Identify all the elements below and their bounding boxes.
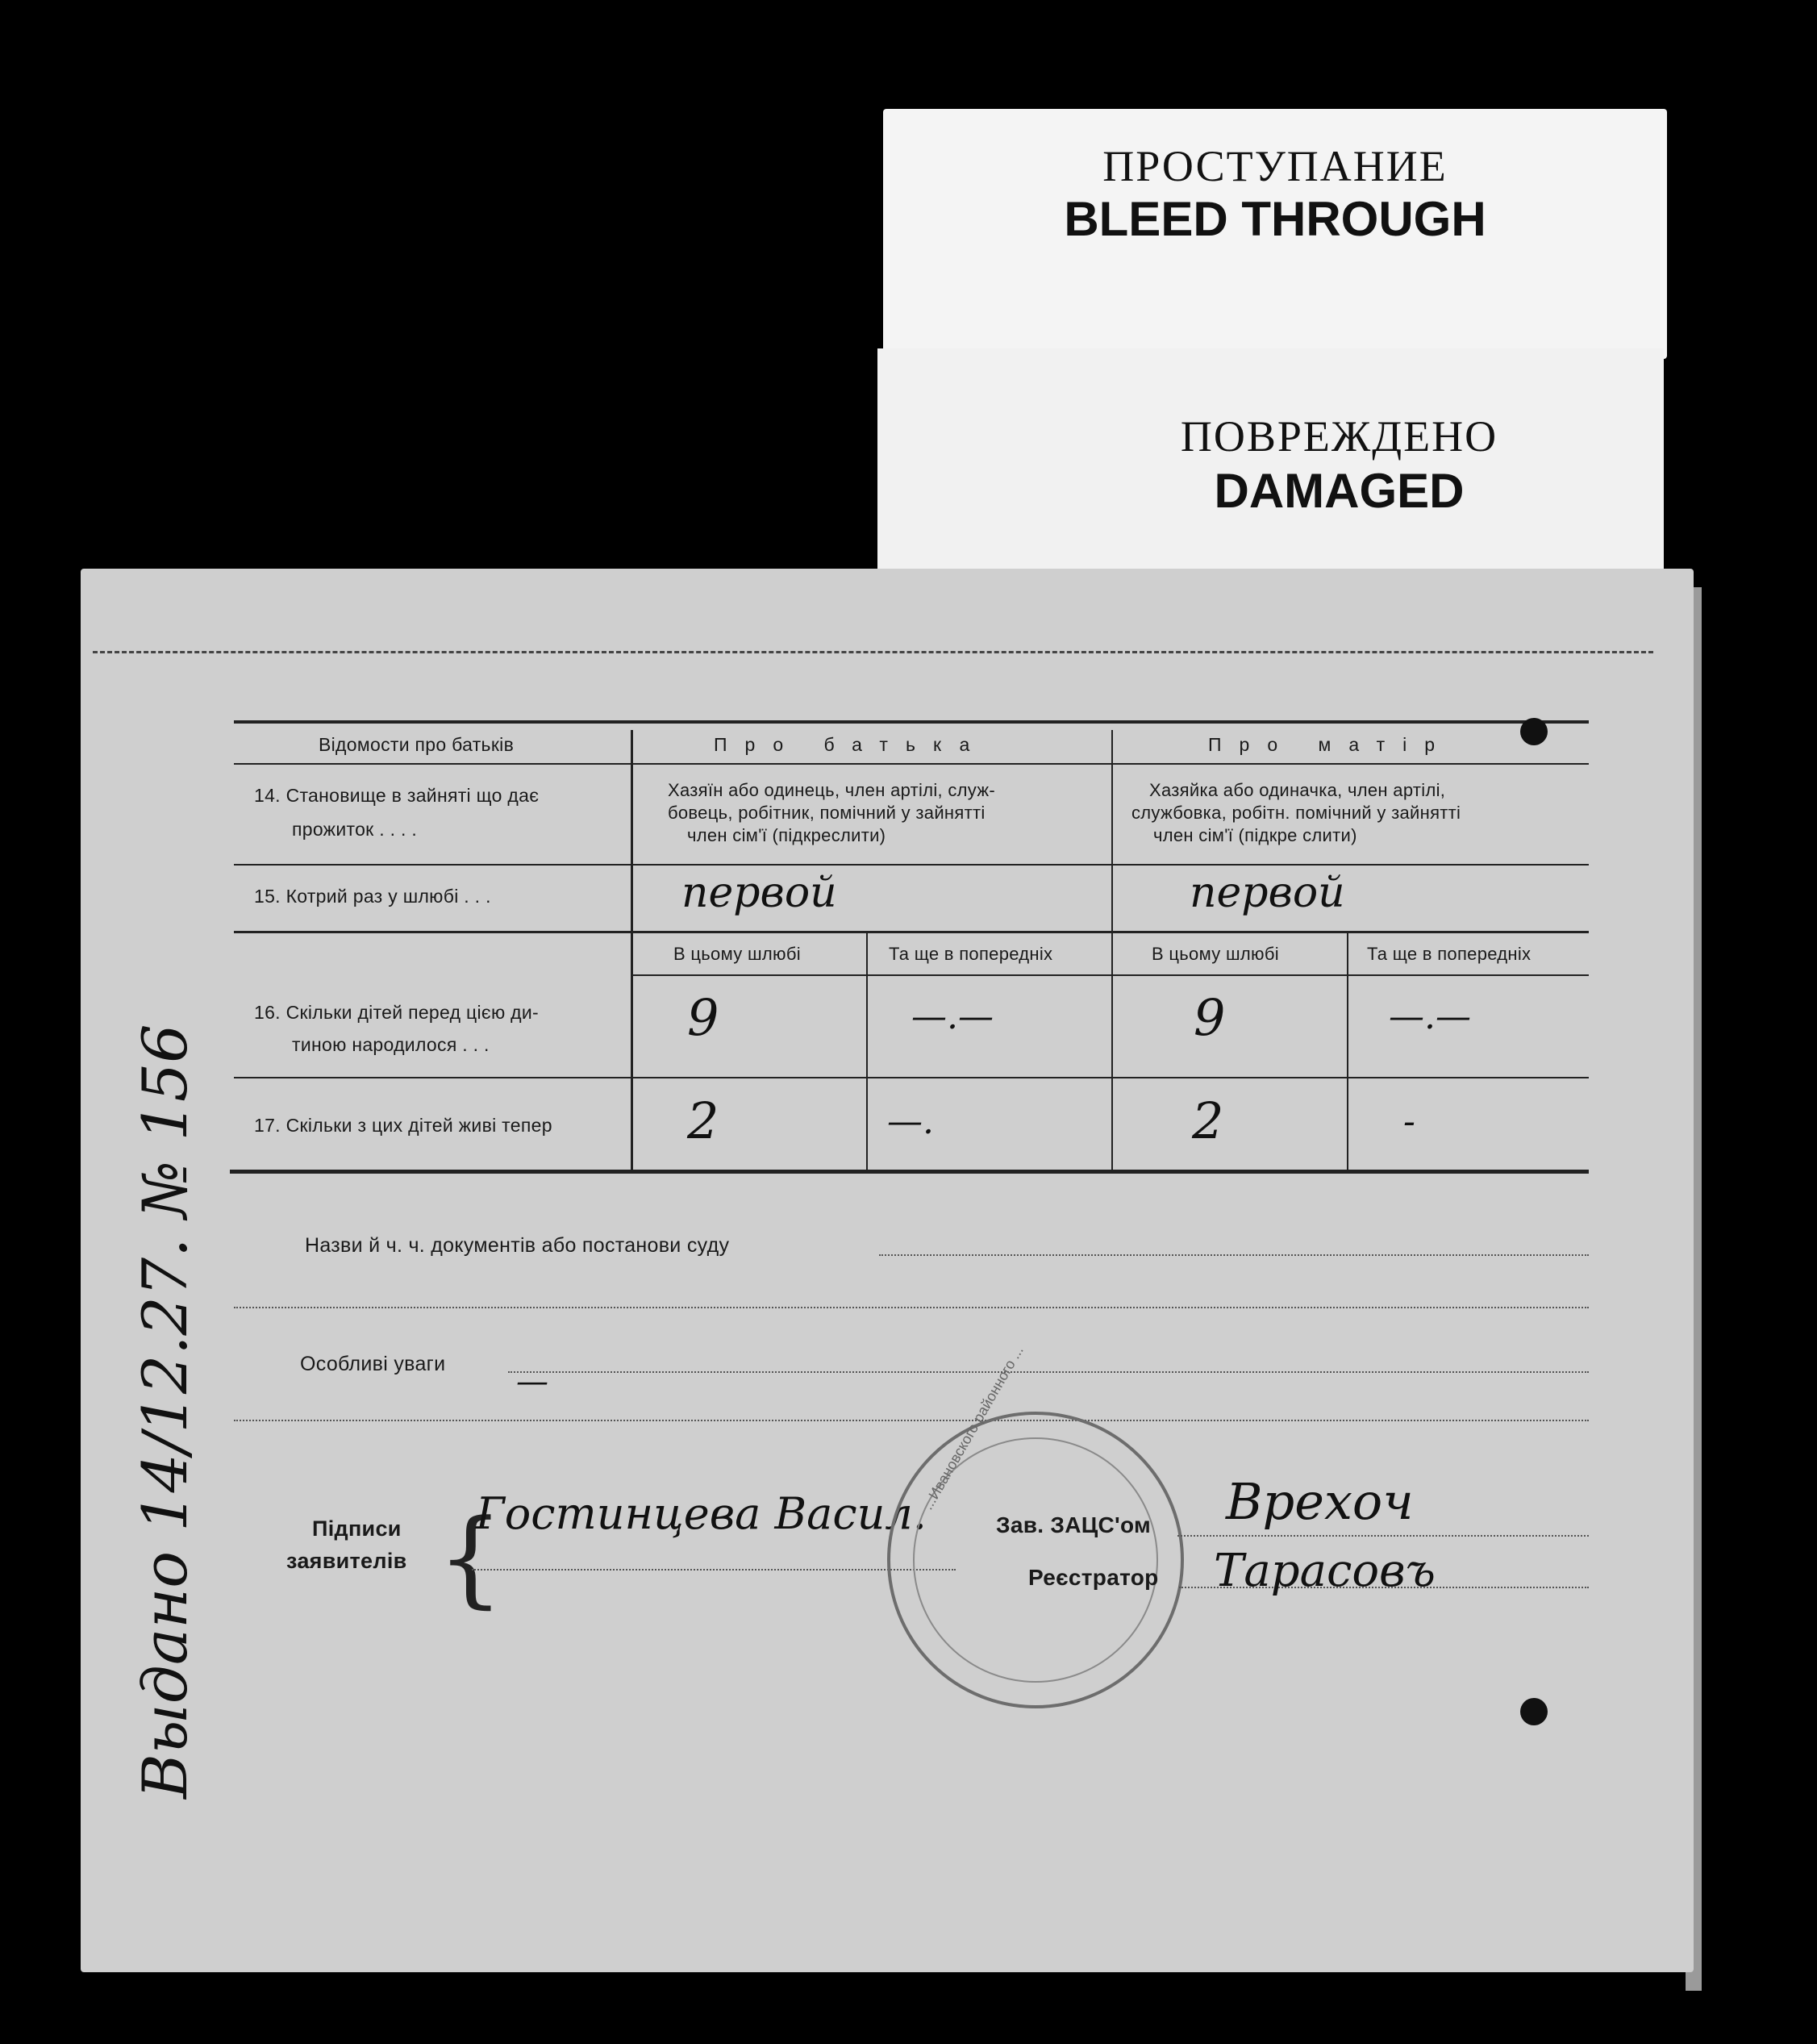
row15-label: 15. Котрий раз у шлюбі . . . [254, 886, 491, 907]
notes-line [508, 1371, 1589, 1373]
row14-rule [234, 864, 1589, 866]
row14-father-line1: Хазяїн або одинець, член артілі, служ- [668, 780, 995, 800]
documents-line [879, 1254, 1589, 1256]
row17-mother-this: 2 [1192, 1091, 1224, 1150]
bleed-through-en: BLEED THROUGH [1064, 192, 1486, 246]
sub-previous-father: Та ще в попередніх [889, 944, 1053, 964]
notes-line-2 [234, 1420, 1589, 1421]
row16-father-prev: —.— [911, 996, 994, 1037]
documents-label: Назви й ч. ч. документів або постанови суду [305, 1234, 730, 1257]
notes-value: — [516, 1363, 548, 1400]
row16-label-cont: тиною народилося . . . [292, 1034, 490, 1055]
registrar-label: Реєстратор [1028, 1565, 1159, 1590]
col-divider-mother [1347, 932, 1348, 1172]
head-line [1177, 1535, 1589, 1537]
head-signature: Врехоч [1226, 1472, 1414, 1531]
damaged-ru: ПОВРЕЖДЕНО [1180, 412, 1498, 461]
row15-father-value: первой [681, 869, 837, 917]
margin-issue-note: Выдано 14/12.27. № 156 [129, 1024, 201, 1799]
damaged-label-card [877, 348, 1664, 582]
punch-hole [1520, 718, 1548, 745]
row17-label: 17. Скільки з цих дітей живі тепер [254, 1115, 552, 1136]
signatures-label-1: Підписи [312, 1516, 402, 1541]
col-divider-2 [1111, 730, 1113, 1172]
row16-label: 16. Скільки дітей перед цією ди- [254, 1002, 540, 1023]
applicant-signature: Гостинцева Васил. [476, 1488, 927, 1539]
row14-label: 14. Становище в зайняті що дає [254, 785, 540, 806]
row16-mother-prev: —.— [1389, 996, 1471, 1037]
bleed-through-label-card [883, 109, 1667, 359]
applicant-line-2 [472, 1569, 956, 1571]
bleed-through-ru: ПРОСТУПАНИЕ [1102, 142, 1448, 190]
signatures-label-2: заявителів [286, 1549, 407, 1573]
row16-rule [234, 1077, 1589, 1078]
row14-father-line2: бовець, робітник, помічний у зайнятті [668, 803, 986, 823]
row14-mother-line2: службовка, робітн. помічний у зайнятті [1131, 803, 1461, 823]
row17-father-prev: —. [887, 1101, 934, 1142]
signatures-brace: { [437, 1496, 505, 1619]
documents-line-2 [234, 1307, 1589, 1308]
row14-label-cont: прожиток . . . . [292, 819, 418, 840]
row15-mother-value: первой [1190, 869, 1345, 917]
col-divider-1 [631, 730, 633, 1172]
table-top-rule [234, 720, 1589, 724]
row14-mother-line1: Хазяйка або одиначка, член артілі, [1149, 780, 1446, 800]
row14-father-line3: член сім'ї (підкреслити) [687, 825, 886, 845]
sub-this-marriage-father: В цьому шлюбі [673, 944, 801, 964]
row17-mother-prev: - [1403, 1101, 1415, 1142]
table-header-rule [234, 763, 1589, 765]
sub-this-marriage-mother: В цьому шлюбі [1152, 944, 1279, 964]
head-label: Зав. ЗАЦС'ом [996, 1512, 1152, 1537]
header-parents-info: Відомости про батьків [319, 734, 515, 755]
row16-mother-this: 9 [1194, 988, 1226, 1047]
registration-form-sheet [81, 569, 1694, 1972]
row14-mother-line3: член сім'ї (підкре слити) [1153, 825, 1357, 845]
sub-previous-mother: Та ще в попередніх [1367, 944, 1532, 964]
row17-father-this: 2 [687, 1091, 719, 1150]
table-bottom-rule [230, 1170, 1589, 1174]
notes-label: Особливі уваги [300, 1353, 446, 1375]
perforation-line [93, 651, 1653, 653]
registrar-signature: Тарасовъ [1214, 1545, 1436, 1597]
row15-rule [234, 931, 1589, 933]
stamp-text: ...Ивановского районного ... [919, 1342, 1027, 1512]
damaged-en: DAMAGED [1214, 464, 1465, 518]
col-divider-father [866, 932, 868, 1172]
subheader-rule [631, 974, 1589, 976]
header-father: Про батька [714, 734, 988, 755]
official-stamp [887, 1412, 1184, 1708]
row16-father-this: 9 [687, 988, 719, 1047]
header-mother: Про матір [1208, 734, 1453, 755]
punch-hole [1520, 1698, 1548, 1725]
